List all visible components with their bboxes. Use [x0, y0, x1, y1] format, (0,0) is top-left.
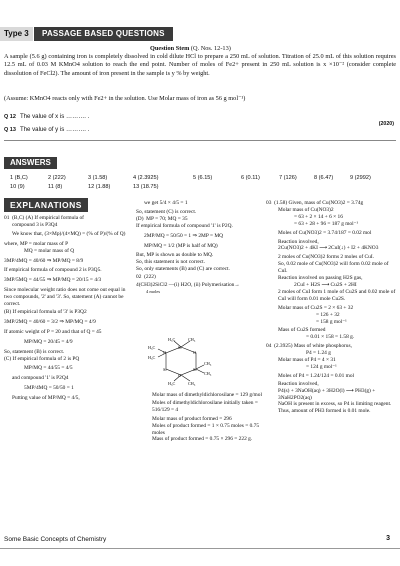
text-line: 2CuI + H2S ⟶ Cu2S + 2HI — [294, 281, 357, 288]
question-number: Q 12 — [4, 114, 16, 120]
answer-item: 2 (222) — [48, 175, 66, 181]
answer-item: 12 (1.88) — [88, 184, 111, 190]
svg-text:Si: Si — [193, 367, 197, 372]
text-line: Mass of Cu2S formed — [278, 327, 326, 334]
text-line: Mass of product formed = 0.75 × 296 = 222 g. — [152, 436, 253, 443]
svg-text:Si: Si — [178, 345, 182, 350]
text-line: Moles of dimethyldichlorosilane initially taken = 516/129 = 4 — [152, 399, 260, 413]
answers-row-2 — [10, 184, 193, 190]
answer-item: 7 (126) — [279, 175, 297, 181]
svg-text:H₃C: H₃C — [168, 337, 176, 342]
text-line: If empirical formula of compound '1' is P2Q. — [136, 222, 233, 229]
text-line: 04 (2.3925) Mass of white phosphorus, — [266, 343, 352, 350]
text-line: = 124 g mol⁻¹ — [306, 363, 337, 370]
explanation-column-3 — [266, 200, 397, 415]
answers-heading: ANSWERS — [4, 157, 57, 169]
svg-text:CH₃: CH₃ — [204, 371, 212, 376]
answer-item: 5 (6.15) — [193, 175, 213, 181]
text-line: So, statement (B) is correct. — [4, 348, 65, 355]
text-line: We know that, (3×Mp)/(4×MQ) = (% of P)/(% of Q) — [12, 230, 126, 237]
text-line: So, only statements (B) and (C) are correct. — [136, 266, 230, 273]
year-tag: (2020) — [378, 121, 394, 127]
svg-text:Si: Si — [163, 367, 167, 372]
text-line: compound 3 is P3Q4 — [12, 221, 58, 228]
text-line: 3MP/2MQ = 40/60 = 3/2 ⇒ MP/MQ = 4/9 — [4, 318, 96, 325]
question-text: The value of y is ………. . — [19, 126, 90, 133]
text-line: But, MP is shown as double to MQ. — [136, 252, 214, 259]
text-line: NaOH is present in excess, so P4 is limiting reagent. Thus, amount of PH3 formed is 0.01 mole. — [278, 401, 393, 415]
answer-item: 8 (6.47) — [314, 175, 334, 181]
svg-text:CH₃: CH₃ — [188, 381, 196, 386]
text-line: MP/MQ = 1/2 (MP is half of MQ) — [144, 242, 218, 249]
question-number: Q 13 — [4, 127, 16, 133]
text-line: 2 moles of Cu(NO3)2 forms 2 moles of CuI. — [278, 254, 374, 261]
text-line: = 0.01 × 158 = 1.58 g. — [306, 334, 355, 341]
text-line: 2MP/MQ = 50/50 = 1 ⇒ 2MP = MQ — [144, 232, 224, 239]
explanation-column-2-continued — [152, 392, 262, 443]
svg-text:CH₃: CH₃ — [188, 337, 196, 342]
text-line: Molar mass of dimethyldichlorosilane = 129 g/mol — [152, 392, 262, 398]
text-line: = 63 + 2 × 14 + 6 × 16 — [294, 213, 343, 220]
text-line: (B) If empirical formula of '3' is P3Q2 — [4, 308, 87, 315]
text-line: = 126 + 32 — [316, 311, 340, 318]
text-line: Since molecular weight ratio does not come out equal in two compounds, '2' and '3'. So, statement (A) cannot be correct. — [4, 287, 127, 308]
question-12 — [4, 113, 89, 120]
text-line: If atomic weight of P = 20 and that of Q = 45 — [4, 328, 102, 335]
text-line: P4 = 1.24 g — [306, 350, 331, 357]
footer-rule — [0, 548, 400, 549]
question-stem-title — [150, 45, 231, 52]
answer-item: 4 (2.3925) — [133, 175, 159, 181]
text-line: Moles of product formed = 1 × 0.75 moles = 0.75 moles — [152, 422, 261, 436]
section-header — [0, 27, 400, 41]
text-line: Molar mass of Cu2S = 2 × 63 + 32 — [278, 304, 354, 311]
footer-title: Some Basic Concepts of Chemistry — [4, 536, 107, 543]
text-line: Moles of Cu(NO3)2 = 3.74/187 = 0.02 mol — [278, 229, 372, 236]
text-line: MQ = molar mass of Q — [24, 247, 75, 254]
text-line: (D) MP = 70; MQ = 35 — [136, 215, 188, 222]
text-line: 2 moles of CuI form 1 mole of Cu2S and 0.02 mole of CuI will form 0.01 mole Cu2S. — [278, 288, 397, 302]
answer-item: 3 (1.58) — [88, 175, 108, 181]
divider — [4, 140, 396, 141]
explanation-column-1 — [4, 215, 131, 402]
svg-text:H₃C: H₃C — [168, 381, 176, 386]
text-line: Molar mass of product formed = 296 — [152, 415, 232, 422]
explanations-heading: EXPLANATIONS — [4, 198, 88, 212]
text-line: Reaction involved, — [278, 238, 319, 245]
text-line: 3MP/5MQ = 44/55 ⇒ MP/MQ = 20/15 = 4/3 — [4, 277, 102, 284]
text-line: 4 moles — [146, 288, 161, 294]
siloxane-ring-structure — [136, 337, 261, 389]
text-line: 03 (1.58) Given, mass of Cu(NO3)2 = 3.74g — [266, 200, 364, 206]
text-line: 2Cu(NO3)2 + 4KI ⟶ 2CuI(↓) + I2 + 4KNO3 — [278, 245, 379, 252]
answer-item: 11 (8) — [48, 184, 63, 190]
text-line: MP/MQ = 44/55 = 4/5 — [24, 365, 73, 372]
section-title: PASSAGE BASED QUESTIONS — [34, 27, 173, 41]
text-line: = 158 g mol⁻¹ — [316, 318, 347, 325]
text-line: If empirical formula of compound 2 is P3Q5. — [4, 267, 102, 274]
question-text: The value of x is ………. . — [19, 113, 90, 120]
stem-paragraph: A sample (5.6 g) containing iron is completely dissolved in cold dilute HCl to prepare a 250 mL of solution. Titration of 25.0 mL of this solution requires 12.5 mL of 0.03 M KMnO4 solution to reach the end point. Number of moles of Fe2+ present in 250 mL solution is x ×10⁻² (consider complete dissolution of FeCl2). The amount of iron present in the sample is y % by weight. — [4, 53, 396, 77]
text-line: Molar mass of Cu(NO3)2 — [278, 206, 334, 213]
svg-text:CH₃: CH₃ — [204, 361, 212, 366]
page-number: 3 — [386, 535, 390, 542]
text-line: 01 (B,C) (A) If empirical formula of — [4, 215, 84, 221]
text-line: Molar mass of P4 = 4 × 31 — [278, 357, 336, 364]
svg-text:O: O — [163, 350, 167, 355]
answers-row-1 — [10, 175, 384, 181]
text-line: 4(CH3)2SiCl2 —(i) H2O, (ii) Polymerisation→ — [136, 282, 240, 289]
text-line: = 63 + 28 + 96 = 187 g mol⁻¹ — [294, 220, 359, 227]
text-line: (C) If empirical formula of 2 is PQ — [4, 355, 80, 362]
text-line: MP/MQ = 20/45 = 4/9 — [24, 338, 73, 345]
svg-text:O: O — [178, 373, 182, 378]
text-line: we get 5/4 × 4/5 = 1 — [144, 200, 188, 206]
answer-item: 9 (2992) — [350, 175, 371, 181]
answer-item: 1 (B,C) — [10, 175, 28, 181]
answer-item: 10 (9) — [10, 184, 25, 190]
answer-item: 13 (18.75) — [133, 184, 159, 190]
text-line: P4(s) + 3NaOH(aq) + 3H2O(l) ⟶ PH3(g) + 3NaH2PO2(aq) — [278, 387, 377, 401]
stem-title-rest: (Q. Nos. 12-13) — [189, 45, 231, 52]
answer-item: 6 (0.11) — [241, 175, 260, 181]
text-line: So, statement (C) is correct. — [136, 208, 197, 215]
text-line: So, 0.02 mole of Cu(NO3)2 will form 0.02 mole of CuI. — [278, 261, 390, 275]
text-line: So, this statement is not correct. — [136, 259, 206, 266]
text-line: where, MP = molar mass of P — [4, 240, 69, 247]
svg-text:H₃C: H₃C — [148, 355, 156, 360]
text-line: Moles of P4 = 1.24/124 = 0.01 mol — [278, 372, 355, 379]
text-line: Putting value of MP/MQ = 4/5, — [12, 395, 80, 402]
text-line: Reaction involved, — [278, 380, 319, 387]
text-line: 5MP/4MQ = 50/50 = 1 — [24, 385, 74, 392]
stem-title-bold: Question Stem — [150, 45, 190, 52]
text-line: and compound '1' is P2Q4 — [12, 375, 69, 382]
svg-text:H₃C: H₃C — [148, 345, 156, 350]
text-line: 3MP/4MQ = 40/60 ⇒ MP/MQ = 8/9 — [4, 257, 84, 264]
svg-text:O: O — [193, 350, 197, 355]
explanation-column-2 — [136, 200, 261, 296]
type-label: Type 3 — [0, 27, 33, 41]
question-13 — [4, 126, 89, 133]
text-line: Reaction involved on passing H2S gas, — [278, 275, 363, 282]
text-line: 02 (222) — [136, 274, 156, 281]
stem-assumption: (Assume: KMnO4 reacts only with Fe2+ in the solution. Use Molar mass of iron as 56 g mol⁻¹) — [4, 95, 246, 102]
